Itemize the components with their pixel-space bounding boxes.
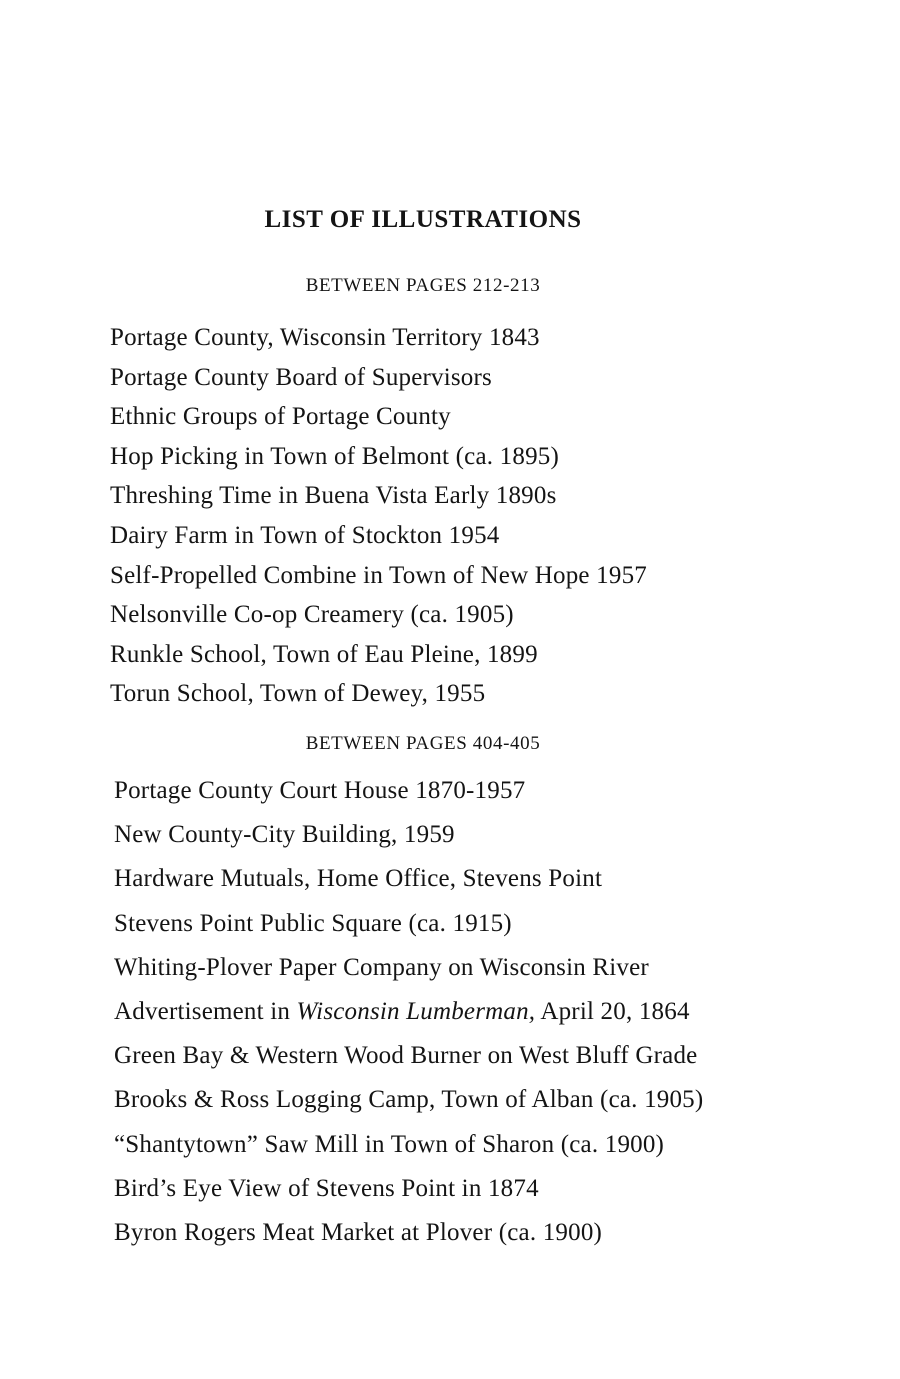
list-item: Threshing Time in Buena Vista Early 1890s	[110, 482, 557, 510]
list-item: Nelsonville Co-op Creamery (ca. 1905)	[110, 601, 514, 629]
list-item: New County-City Building, 1959	[114, 821, 455, 849]
list-item: Runkle School, Town of Eau Pleine, 1899	[110, 640, 538, 668]
list-item: Self-Propelled Combine in Town of New Hope 1957	[110, 561, 647, 589]
illustration-list-1	[110, 318, 647, 714]
list-item: Brooks & Ross Logging Camp, Town of Alban (ca. 1905)	[114, 1086, 704, 1114]
list-item: Portage County Court House 1870-1957	[114, 777, 526, 804]
list-item	[114, 990, 703, 1034]
list-item: Hardware Mutuals, Home Office, Stevens Point	[114, 865, 603, 893]
section-heading-1: BETWEEN PAGES 212-213	[305, 275, 541, 296]
section-heading-2: BETWEEN PAGES 404-405	[305, 733, 541, 754]
list-item: Green Bay & Western Wood Burner on West Bluff Grade	[114, 1042, 698, 1070]
list-item: Torun School, Town of Dewey, 1955	[110, 680, 486, 708]
illustration-list-2	[114, 769, 703, 1255]
item-suffix: April 20, 1864	[535, 997, 690, 1025]
list-item: Ethnic Groups of Portage County	[110, 403, 451, 431]
list-item: Portage County, Wisconsin Territory 1843	[110, 324, 540, 351]
list-item: Stevens Point Public Square (ca. 1915)	[114, 909, 512, 937]
list-item: Whiting-Plover Paper Company on Wisconsin River	[114, 953, 649, 981]
list-item: Bird’s Eye View of Stevens Point in 1874	[114, 1174, 539, 1202]
list-item: Byron Rogers Meat Market at Plover (ca. 1900)	[114, 1218, 603, 1246]
page-title: LIST OF ILLUSTRATIONS	[264, 206, 582, 233]
publication-title: Wisconsin Lumberman,	[296, 997, 536, 1025]
item-prefix: Advertisement in	[114, 997, 297, 1025]
list-item: Hop Picking in Town of Belmont (ca. 1895)	[110, 442, 559, 470]
list-item: “Shantytown” Saw Mill in Town of Sharon (ca. 1900)	[114, 1130, 665, 1158]
list-item: Dairy Farm in Town of Stockton 1954	[110, 521, 500, 549]
list-item: Portage County Board of Supervisors	[110, 363, 492, 391]
